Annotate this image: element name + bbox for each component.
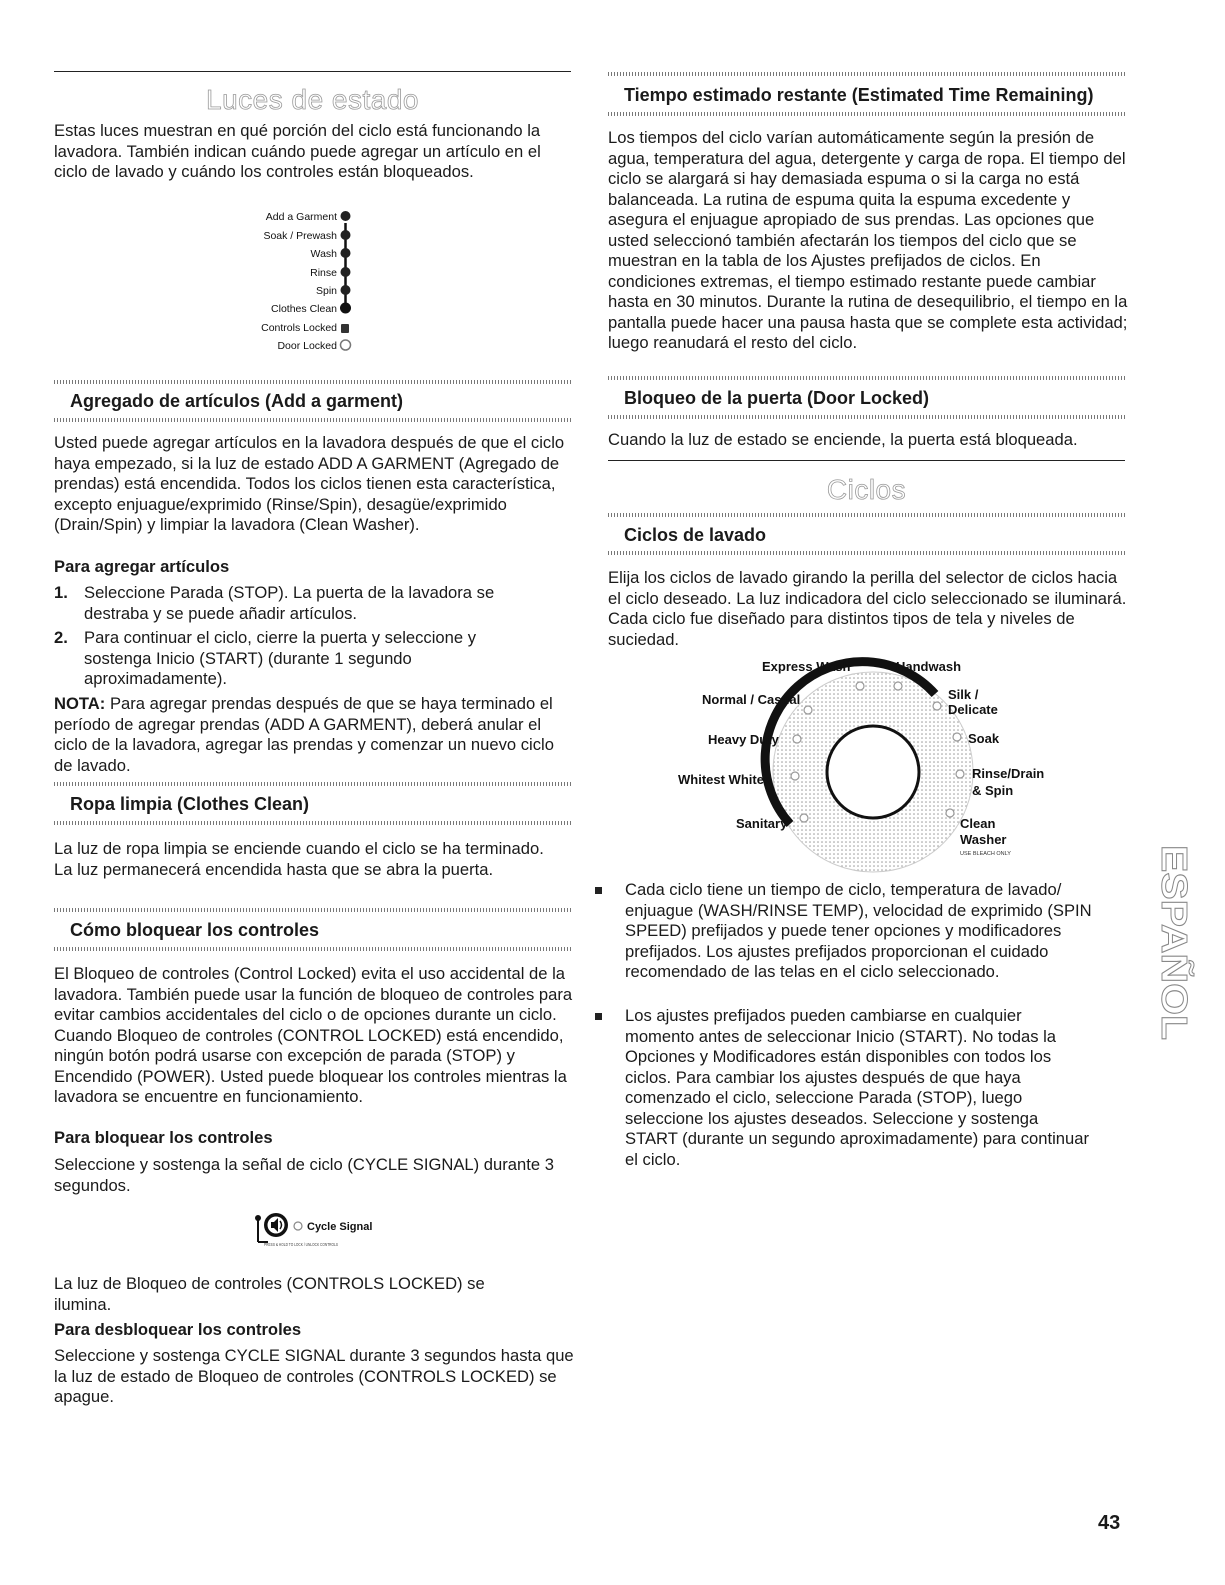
ciclos-lavado-heading: Ciclos de lavado <box>624 525 767 545</box>
step-2: 2. Para continuar el ciclo, cierre la puerta y seleccione y sostenga Inicio (START) (durante 1 segundo aproximadamente). <box>54 628 476 688</box>
para-desbloquear-heading: Para desbloquear los controles <box>54 1320 302 1339</box>
nota-label: NOTA: <box>54 694 106 713</box>
dial-label-heavy-duty: Heavy Duty <box>708 732 779 747</box>
dial-label-soak: Soak <box>968 731 1000 746</box>
dial-label-washer: Washer <box>960 832 1007 847</box>
page-number: 43 <box>1098 1512 1121 1534</box>
status-light-door-locked: Door Locked <box>277 340 337 352</box>
dial-label-normal-casual: Normal / Casual <box>702 692 801 707</box>
dial-label-clean: Clean <box>960 816 996 831</box>
para-agregar-heading: Para agregar artículos <box>54 557 230 576</box>
dial-label-use-bleach: USE BLEACH ONLY <box>960 851 1011 857</box>
cycle-signal-label: Cycle Signal <box>307 1221 373 1233</box>
luces-title: Luces de estado <box>206 84 419 115</box>
bullet-item-1: Cada ciclo tiene un tiempo de ciclo, temperatura de lavado/ enjuague (WASH/RINSE TEMP), velocidad de exprimido (SPIN SPEED) prefijados y puede tener opciones y modificadores prefijados. Los ajustes prefijados proporcionan el cuidado recomendado de las telas en el ciclo seleccionado. <box>595 880 1125 1005</box>
desbloquear-text: Seleccione y sostenga CYCLE SIGNAL durante 3 segundos hasta que la luz de estado de Bloqueo de controles (CONTROLS LOCKED) se apague. <box>54 1346 574 1406</box>
status-light-add-garment: Add a Garment <box>265 211 337 223</box>
step-1: 1. Seleccione Parada (STOP). La puerta de la lavadora se destraba y se puede añadir artículos. <box>54 583 495 623</box>
dial-label-sanitary: Sanitary <box>736 816 788 831</box>
status-light-controls-locked: Controls Locked <box>261 322 337 334</box>
agregado-heading: Agregado de artículos (Add a garment) <box>70 391 404 411</box>
dial-label-delicate: Delicate <box>948 702 998 717</box>
bullet-square-icon <box>595 1013 602 1020</box>
tiempo-heading: Tiempo estimado restante (Estimated Time Remaining) <box>624 85 1094 105</box>
ciclos-text: Elija los ciclos de lavado girando la perilla del selector de ciclos hacia el ciclo deseado. La luz indicadora del ciclo seleccionado se iluminará. Cada ciclo fue diseñado para distintos tipos de tela y niveles de suciedad. <box>608 568 1127 649</box>
nota-text: Para agregar prendas después de que se haya terminado el período de agregar prendas (ADD A GARMENT), deberá anular el ciclo de la lavadora, agregar las prendas y comenzar un nuevo ciclo de lavado. <box>54 694 554 775</box>
como-heading: Cómo bloquear los controles <box>70 920 320 940</box>
cycle-signal-graphic <box>246 1208 396 1258</box>
luz-text: La luz de Bloqueo de controles (CONTROLS LOCKED) se ilumina. <box>54 1274 485 1314</box>
ropa-header <box>54 782 571 830</box>
ciclos-title: Ciclos <box>826 474 907 505</box>
top-rule-left <box>54 71 571 72</box>
ropa-heading: Ropa limpia (Clothes Clean) <box>70 794 310 814</box>
para-bloquear-heading: Para bloquear los controles <box>54 1128 273 1147</box>
dial-label-rinse-drain: Rinse/Drain <box>972 766 1045 781</box>
dial-label-and-spin: & Spin <box>972 783 1014 798</box>
ciclos-lavado-header <box>608 513 1125 559</box>
cycle-signal-button-icon <box>255 1213 288 1242</box>
status-light-rinse: Rinse <box>310 267 337 279</box>
bullet-item-2: Los ajustes prefijados pueden cambiarse en cualquier momento antes de seleccionar Inicio (START). No todas la Opciones y Modificadores están disponibles con todos los ciclos. Para cambiar los ajustes después de que haya comenzado el ciclo, seleccione Parada (STOP), luego seleccione los ajustes deseados. Seleccione y sostenga START (durante un segundo aproximadamente) para continuar el ciclo. <box>595 1006 1125 1171</box>
agregado-text: Usted puede agregar artículos en la lavadora después de que el ciclo haya empezado, si la luz de estado ADD A GARMENT (Agregado de prendas) está encendida. Todos los ciclos tienen esta característica, excepto enjuague/exprimido (Rinse/Spin), desagüe/exprimido (Drain/Spin) y limpiar la lavadora (Clean Washer). <box>54 433 565 534</box>
dial-knob <box>827 726 919 818</box>
dial-label-silk: Silk / <box>948 687 979 702</box>
como-header <box>54 908 571 956</box>
status-light-soak: Soak / Prewash <box>263 230 337 242</box>
tiempo-text: Los tiempos del ciclo varían automáticamente según la presión de agua, temperatura del agua, detergente y carga de ropa. El tiempo del ciclo se alargará si hay demasiada espuma o si la carga no está balanceada. La rutina de espuma quita la espuma excedente y asegura el enjuague apropiado de sus prendas. Las opciones que usted seleccionó también afectarán los tiempos del ciclo que se muestran en la tabla de los Ajustes prefijados de ciclos. En condiciones extremas, el tiempo estimado restante puede cambiar hasta en 30 minutos. Durante la rutina de desequilibrio, el tiempo en la pantalla puede hacer una pausa hasta que se complete esta actividad; luego reanudará el resto del ciclo. <box>608 128 1128 352</box>
dial-label-handwash: Handwash <box>896 659 962 674</box>
agregado-header <box>54 380 571 428</box>
status-light-clothes-clean: Clothes Clean <box>271 303 337 315</box>
cycle-selector-dial <box>678 656 1050 876</box>
status-light-spin: Spin <box>315 285 337 297</box>
bloqueo-text: Cuando la luz de estado se enciende, la puerta está bloqueada. <box>608 430 1078 449</box>
tiempo-header <box>608 72 1125 118</box>
status-lights-panel <box>240 204 360 362</box>
cycle-signal-small-text: PRESS & HOLD TO LOCK / UNLOCK CONTROLS <box>264 1242 339 1247</box>
bloqueo-heading: Bloqueo de la puerta (Door Locked) <box>624 388 930 408</box>
status-light-wash: Wash <box>310 248 337 260</box>
bloquear-text: Seleccione y sostenga la señal de ciclo (CYCLE SIGNAL) durante 3 segundos. <box>54 1155 554 1195</box>
bloqueo-header <box>608 376 1125 424</box>
ciclos-top-rule <box>608 460 1125 461</box>
dial-label-express-wash: Express Wash <box>762 659 851 674</box>
bullet-square-icon <box>595 887 602 894</box>
nota-paragraph <box>54 694 574 776</box>
language-side-label: ESPAÑOL <box>1154 845 1195 1017</box>
language-side-tab <box>1150 845 1195 1045</box>
ropa-text: La luz de ropa limpia se enciende cuando el ciclo se ha terminado. La luz permanecerá encendida hasta que se abra la puerta. <box>54 839 544 879</box>
como-text: El Bloqueo de controles (Control Locked) evita el uso accidental de la lavadora. También puede usar la función de bloqueo de controles para evitar cambios accidentales del ciclo o de opciones durante un ciclo. Cuando Bloqueo de controles (CONTROL LOCKED) está encendido, ningún botón podrá usarse con excepción de parada (STOP) y Encendido (POWER). Usted puede bloquear los controles mientras la lavadora se encuentre en funcionamiento. <box>54 964 573 1106</box>
dial-label-whitest-whites: Whitest Whites <box>678 772 772 787</box>
luces-text: Estas luces muestran en qué porción del ciclo está funcionando la lavadora. También indican cuándo puede agregar un artículo en el ciclo de lavado y cuándo los controles están bloqueados. <box>54 121 541 181</box>
cycle-signal-light-icon <box>294 1222 302 1230</box>
